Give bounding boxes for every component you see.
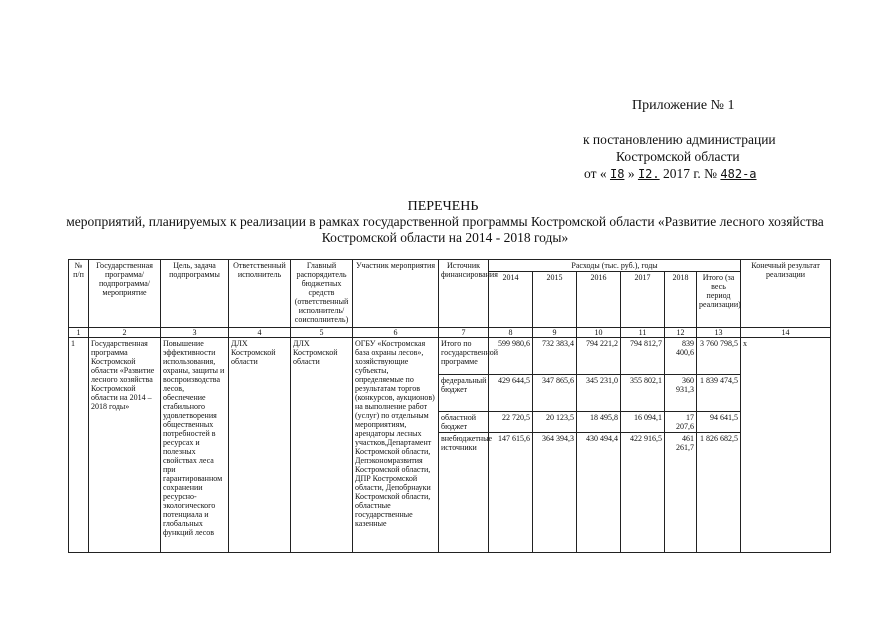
row-source-stack xyxy=(439,338,499,553)
table-header-row-1 xyxy=(69,260,831,272)
decree-number: 482-а xyxy=(720,167,757,181)
row-2016-stack xyxy=(577,338,621,553)
date-month: I2. xyxy=(637,167,660,181)
value-cell: 839 400,6 xyxy=(665,338,696,375)
row-executor: ДЛХ Костромской области xyxy=(229,338,291,553)
value-cell: 147 615,6 xyxy=(498,434,530,443)
source-cell: Итого по государственной программе xyxy=(439,338,488,375)
value-cell: 22 720,5 xyxy=(489,412,532,433)
date-day: I8 xyxy=(609,167,625,181)
value-cell: 1 826 682,5 xyxy=(700,434,739,443)
value-cell: 360 931,3 xyxy=(665,375,696,412)
value-cell: 364 394,3 xyxy=(542,434,574,443)
col-number: 12 xyxy=(665,328,697,338)
col-number: 3 xyxy=(161,328,229,338)
value-cell: 20 123,5 xyxy=(533,412,576,433)
row-total-stack xyxy=(697,338,741,553)
header-participant: Участник мероприятия xyxy=(353,260,439,328)
row-goal: Повышение эффективности использования, охраны, защиты и воспроизводства лесов, обеспечение стабильного удовлетворения общественных потребностей в ресурсах и полезных свойствах леса при гарантированном сохранении ресурсно-экологического потенциала и глобальных функций лесов xyxy=(161,338,229,553)
header-2015: 2015 xyxy=(533,272,577,328)
value-cell: 94 641,5 xyxy=(697,412,740,433)
value-cell: 794 221,2 xyxy=(577,338,620,375)
header-manager: Главный распорядитель бюджетных средств (ответственный исполнитель/ соисполнитель) xyxy=(291,260,353,328)
measures-table xyxy=(68,259,831,553)
row-program: Государственная программа Костромской области «Развитие лесного хозяйства Костромской области на 2014 – 2018 годы» xyxy=(89,338,161,553)
row-num: 1 xyxy=(69,338,89,553)
col-number: 13 xyxy=(697,328,741,338)
header-result: Конечный результат реализации xyxy=(741,260,831,328)
row-2018-stack xyxy=(665,338,697,553)
value-cell: 347 865,6 xyxy=(533,375,576,412)
value-cell: 794 812,7 xyxy=(621,338,664,375)
table-row xyxy=(69,338,831,553)
col-number: 1 xyxy=(69,328,89,338)
header-program: Государственная программа/ подпрограмма/ мероприятие xyxy=(89,260,161,328)
date-prefix: от « xyxy=(584,166,607,181)
value-cell: 345 231,0 xyxy=(577,375,620,412)
value-cell: 429 644,5 xyxy=(489,375,532,412)
row-2017-stack xyxy=(621,338,665,553)
header-source: Источник финансирования xyxy=(439,260,489,328)
value-cell: 16 094,1 xyxy=(621,412,664,433)
header-executor: Ответственный исполнитель xyxy=(229,260,291,328)
appendix-title: Приложение № 1 xyxy=(632,98,735,113)
value-cell: 461 261,7 xyxy=(676,434,694,452)
source-cell: областной бюджет xyxy=(439,412,488,433)
value-cell: 3 760 798,5 xyxy=(697,338,740,375)
col-number: 5 xyxy=(291,328,353,338)
header-expenses: Расходы (тыс. руб.), годы xyxy=(489,260,741,272)
row-participant: ОГБУ «Костромская база охраны лесов», хозяйствующие субъекты, определяемые по результатам торгов (конкурсов, аукционов) на выполнение работ (услуг) по отдельным мероприятиям, арендаторы лесных участков,Департамент Костромской области, Депэкономразвития Костромской области, ДПР Костромской области, Депобрнауки Костромской области, областные государственные казенные xyxy=(353,338,439,553)
value-cell: 17 207,6 xyxy=(665,412,696,433)
decree-line: к постановлению администрации xyxy=(583,132,776,147)
date-mid: » xyxy=(627,166,635,181)
header-num: № п/п xyxy=(69,260,89,328)
value-cell: 422 916,5 xyxy=(630,434,662,443)
source-cell: федеральный бюджет xyxy=(439,375,488,412)
header-2016: 2016 xyxy=(577,272,621,328)
date-year: 2017 г. № xyxy=(663,166,718,181)
col-number: 4 xyxy=(229,328,291,338)
row-manager: ДЛХ Костромской области xyxy=(291,338,353,553)
header-total: Итого (за весь период реализации) xyxy=(697,272,741,328)
col-number: 8 xyxy=(489,328,533,338)
row-2014-stack xyxy=(489,338,533,553)
value-cell: 18 495,8 xyxy=(577,412,620,433)
col-number: 7 xyxy=(439,328,489,338)
column-number-row xyxy=(69,328,831,338)
col-number: 14 xyxy=(741,328,831,338)
document-title: ПЕРЕЧЕНЬ xyxy=(407,199,479,214)
col-number: 9 xyxy=(533,328,577,338)
value-cell: 430 494,4 xyxy=(586,434,618,443)
source-cell: внебюджетные источники xyxy=(441,434,492,452)
header-2018: 2018 xyxy=(665,272,697,328)
org-line: Костромской области xyxy=(616,149,740,164)
row-result: х xyxy=(741,338,831,553)
decree-date-line xyxy=(584,166,757,182)
value-cell: 355 802,1 xyxy=(621,375,664,412)
header-2014: 2014 xyxy=(489,272,533,328)
value-cell: 732 383,4 xyxy=(533,338,576,375)
document-subtitle: мероприятий, планируемых к реализации в рамках государственной программы Костромской области «Развитие лесного хозяйства Костромской области на 2014 - 2018 годы» xyxy=(66,214,824,245)
row-2015-stack xyxy=(533,338,577,553)
header-2017: 2017 xyxy=(621,272,665,328)
value-cell: 599 980,6 xyxy=(489,338,532,375)
header-goal: Цель, задача подпрограммы xyxy=(161,260,229,328)
col-number: 11 xyxy=(621,328,665,338)
col-number: 2 xyxy=(89,328,161,338)
col-number: 10 xyxy=(577,328,621,338)
value-cell: 1 839 474,5 xyxy=(697,375,740,412)
col-number: 6 xyxy=(353,328,439,338)
